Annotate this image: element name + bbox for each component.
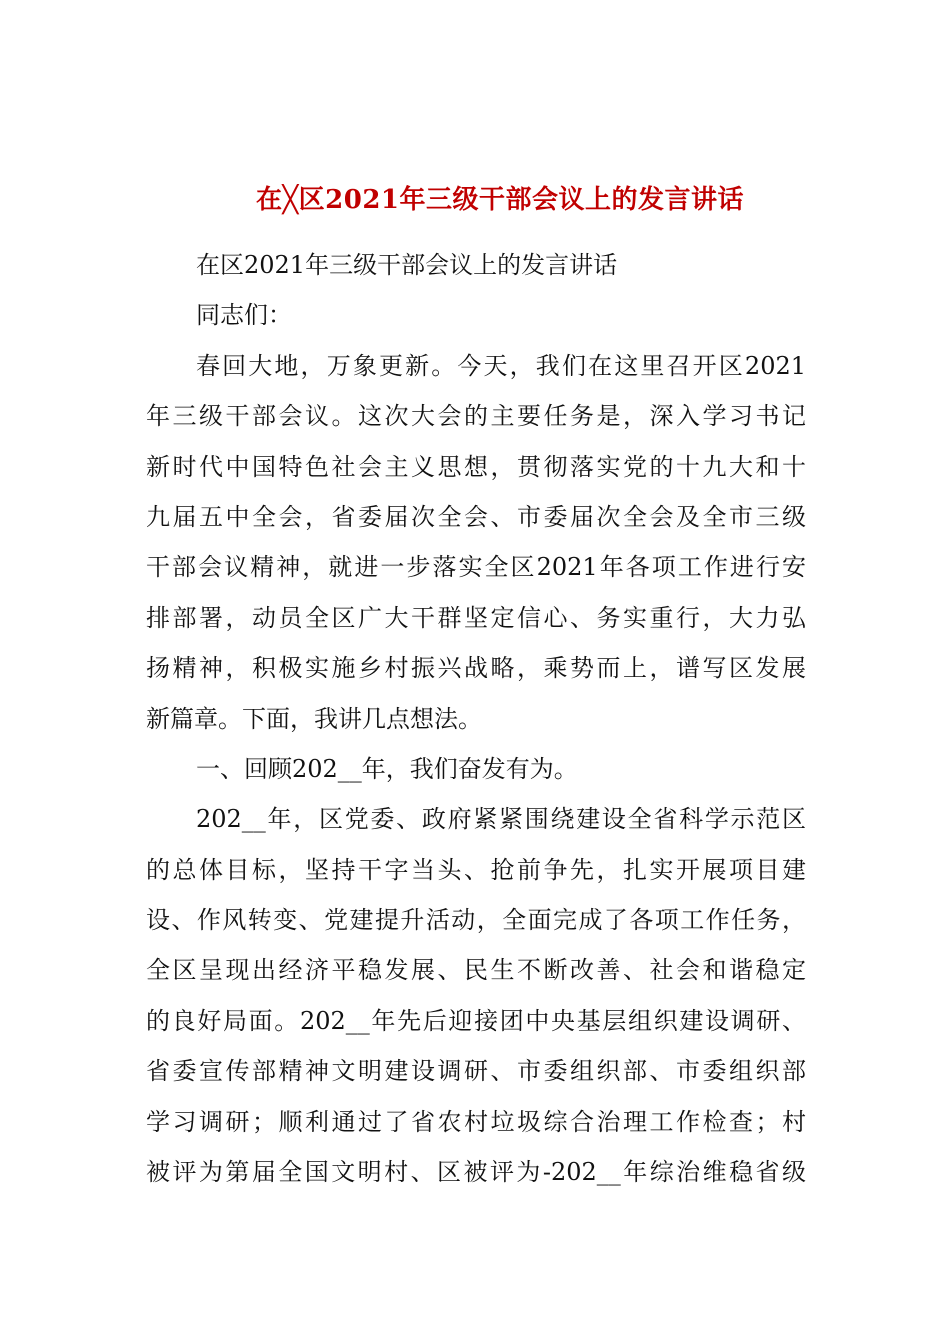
paragraph-line: 九届五中全会，省委届次全会、市委届次全会及全市三级 — [146, 502, 806, 531]
section-heading: 一、回顾202__年，我们奋发有为。 — [196, 754, 578, 783]
paragraph-line: 新篇章。下面，我讲几点想法。 — [146, 704, 482, 733]
paragraph-line: 干部会议精神，就进一步落实全区2021年各项工作进行安 — [146, 553, 806, 582]
paragraph-line: 年三级干部会议。这次大会的主要任务是，深入学习书记 — [146, 402, 806, 431]
subtitle-line: 在区2021年三级干部会议上的发言讲话 — [196, 251, 618, 279]
document-title: 在╳区2021年三级干部会议上的发言讲话 — [255, 185, 745, 215]
paragraph-line: 春回大地，万象更新。今天，我们在这里召开区2021 — [196, 351, 806, 380]
paragraph-line: 的总体目标，坚持干字当头、抢前争先，扎实开展项目建 — [146, 855, 806, 884]
salutation-line: 同志们： — [196, 301, 292, 330]
paragraph-line: 的良好局面。202__年先后迎接团中央基层组织建设调研、 — [146, 1006, 806, 1035]
paragraph-line: 全区呈现出经济平稳发展、民生不断改善、社会和谐稳定 — [146, 956, 806, 985]
paragraph-line: 被评为第届全国文明村、区被评为-202__年综治维稳省级 — [146, 1158, 806, 1187]
paragraph-line: 设、作风转变、党建提升活动，全面完成了各项工作任务， — [146, 906, 806, 935]
paragraph-line: 扬精神，积极实施乡村振兴战略，乘势而上，谱写区发展 — [146, 654, 806, 683]
paragraph-line: 学习调研；顺利通过了省农村垃圾综合治理工作检查；村 — [146, 1107, 806, 1136]
paragraph-line: 202__年，区党委、政府紧紧围绕建设全省科学示范区 — [196, 805, 806, 834]
paragraph-line: 新时代中国特色社会主义思想，贯彻落实党的十九大和十 — [146, 452, 806, 481]
paragraph-line: 省委宣传部精神文明建设调研、市委组织部、市委组织部 — [146, 1057, 806, 1086]
document-body — [146, 240, 806, 1197]
paragraph-line: 排部署，动员全区广大干群坚定信心、务实重行，大力弘 — [146, 603, 806, 632]
